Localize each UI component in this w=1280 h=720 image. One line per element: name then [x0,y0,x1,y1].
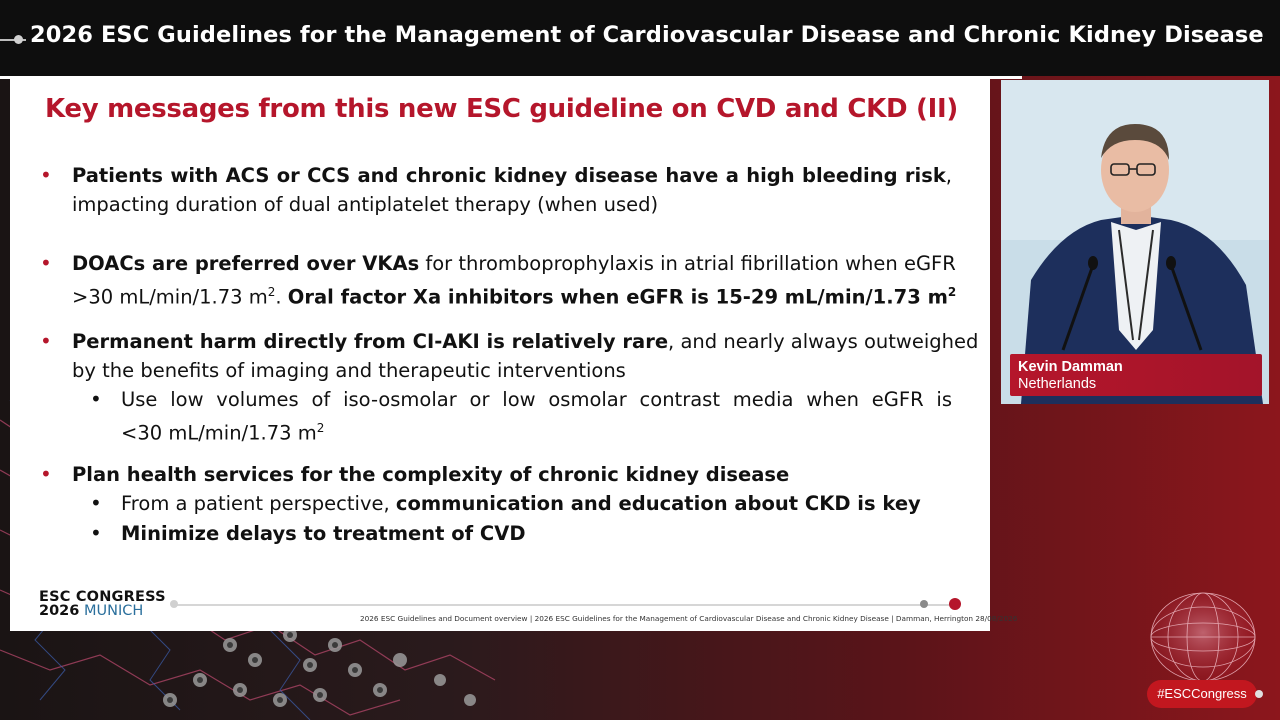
slide-title: Key messages from this new ESC guideline on CVD and CKD (II) [45,94,958,124]
bullet-3-line2: by the benefits of imaging and therapeutic interventions [72,359,626,382]
esc-congress-logo: ESC CONGRESS [39,589,166,605]
bullet-2-bold: DOACs are preferred over VKAs [72,252,420,275]
sub-bullet-marker: • [90,387,102,411]
slide-footer-text: 2026 ESC Guidelines and Document overview | 2026 ESC Guidelines for the Management of Cardiovascular Disease and Chronic Kidney Disease | Damman, Herrington 28/08/2026 [360,614,1018,623]
bullet-4-bold: Plan health services for the complexity of chronic kidney disease [72,463,790,486]
title-bar-dot [14,35,23,44]
bullet-1-line2: impacting duration of dual antiplatelet therapy (when used) [72,193,659,216]
bullet-2-line2-start: >30 mL/min/1.73 m [72,285,268,309]
bullet-4 [72,460,952,489]
bullet-4-sub-1 [121,489,952,518]
bullet-3-rest: , and nearly always outweighed [668,330,979,353]
superscript: 2 [267,285,276,299]
superscript: 2 [316,421,325,435]
bullet-3-sub-1 [121,385,952,448]
bullet-1-bold: Patients with ACS or CCS and chronic kidney disease have a high bleeding risk [72,164,946,187]
hashtag-badge [1147,680,1257,708]
bullet-1-rest: , [945,164,952,187]
bullet-3-bold: Permanent harm directly from CI-AKI is relatively rare [72,330,669,353]
bullet-4-sub-1-bold: communication and education about CKD is key [395,492,921,515]
bullet-marker: • [40,329,52,353]
speaker-name: Kevin Damman [1018,359,1123,375]
bullet-4-sub-1-start: From a patient perspective, [121,492,396,515]
hashtag-dot [1255,690,1263,698]
speaker-lower-third [1010,354,1262,396]
bullet-2-line2-bold: Oral factor Xa inhibitors when eGFR is 15-29 mL/min/1.73 m [287,285,948,309]
bullet-4-sub-2 [121,519,952,548]
bullet-4-sub-2-bold: Minimize delays to treatment of CVD [121,522,526,545]
hashtag-text: #ESCCongress [1157,686,1247,701]
esc-congress-logo-subline [39,603,143,619]
speaker-country: Netherlands [1018,376,1097,392]
bullet-marker: • [40,163,52,187]
title-bar [0,0,1280,76]
progress-start-dot [170,600,178,608]
bullet-3 [72,327,979,385]
logo-year: 2026 [39,603,80,619]
presentation-slide [10,79,1018,631]
bullet-1 [72,161,952,219]
sub-bullet-marker: • [90,491,102,515]
progress-end-dot [949,598,961,610]
bullet-marker: • [40,462,52,486]
sub-bullet-marker: • [90,521,102,545]
superscript: 2 [947,285,957,299]
slide-progress-line [173,604,953,606]
background-globe-graphic [1148,592,1258,692]
broadcast-title: 2026 ESC Guidelines for the Management of Cardiovascular Disease and Chronic Kidney Disease [30,22,1264,48]
bullet-2-rest: for thromboprophylaxis in atrial fibrillation when eGFR [419,252,956,275]
progress-position-dot [920,600,928,608]
bullet-3-sub-1-line1: Use low volumes of iso-osmolar or low osmolar contrast media when eGFR is [121,388,952,411]
logo-city: MUNICH [83,603,144,619]
bullet-2-line2-mid: . [275,285,288,309]
bullet-marker: • [40,251,52,275]
bullet-2 [72,249,957,312]
bullet-3-sub-1-line2: <30 mL/min/1.73 m [121,421,317,445]
